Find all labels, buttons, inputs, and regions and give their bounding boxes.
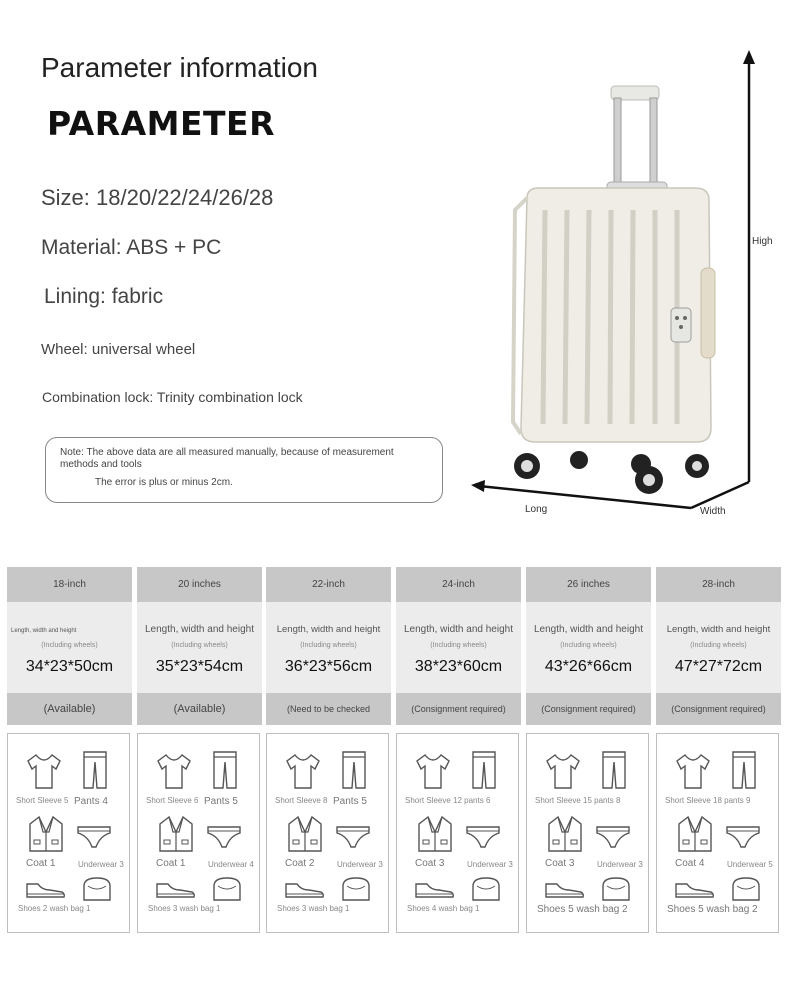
underwear-icon <box>595 824 631 855</box>
size-column-body <box>656 602 781 693</box>
coat-count: Coat 3 <box>415 858 445 869</box>
size-column <box>266 567 391 725</box>
coat-count: Coat 1 <box>26 858 56 869</box>
underwear-count: Underwear 4 <box>208 860 254 869</box>
wheels <box>514 451 709 494</box>
pants-count: Pants 5 <box>204 796 238 807</box>
dimension-value: 36*23*56cm <box>284 658 373 675</box>
including-wheels-note: (Including wheels) <box>430 642 487 649</box>
dimension-value: 34*23*50cm <box>25 658 114 675</box>
size-column <box>656 567 781 725</box>
size-column-body <box>137 602 262 693</box>
including-wheels-note: (Including wheels) <box>171 642 228 649</box>
shoes-wash-bag-count: Shoes 5 wash bag 2 <box>537 904 628 915</box>
handle-bar-left <box>614 98 621 190</box>
coat-count: Coat 2 <box>285 858 315 869</box>
capacity-box <box>656 733 779 933</box>
size-column <box>137 567 262 725</box>
pants-icon <box>599 750 629 795</box>
height-label: High <box>752 236 773 247</box>
availability-note: (Available) <box>7 693 132 725</box>
coat-icon <box>156 814 196 859</box>
shirt-icon <box>154 752 194 795</box>
coat-icon <box>415 814 455 859</box>
coat-count: Coat 1 <box>156 858 186 869</box>
size-column-body <box>7 602 132 693</box>
underwear-count: Underwear 5 <box>727 860 773 869</box>
capacity-box <box>7 733 130 933</box>
shoe-icon <box>673 878 715 905</box>
spec-lining: Lining: fabric <box>44 285 164 308</box>
pants-icon <box>210 750 240 795</box>
shirt-icon <box>283 752 323 795</box>
shoes-wash-bag-count: Shoes 3 wash bag 1 <box>277 904 350 913</box>
shoes-wash-bag-count: Shoes 3 wash bag 1 <box>148 904 221 913</box>
underwear-icon <box>725 824 761 855</box>
page-subtitle: PARAMETER <box>47 104 275 143</box>
dimension-label: Length, width and height <box>404 624 513 635</box>
dimension-label: Length, width and height <box>11 628 77 634</box>
pants-icon <box>469 750 499 795</box>
capacity-box <box>266 733 389 933</box>
including-wheels-note: (Including wheels) <box>41 642 98 649</box>
availability-note: (Consignment required) <box>526 693 651 725</box>
spec-wheel: Wheel: universal wheel <box>41 341 196 358</box>
dimension-label: Length, width and height <box>145 624 254 635</box>
availability-note: (Consignment required) <box>656 693 781 725</box>
size-column-header: 24-inch <box>396 567 521 602</box>
dimension-label: Length, width and height <box>666 624 771 635</box>
length-label: Long <box>525 504 548 515</box>
handle-bar-right <box>650 98 657 190</box>
coat-count: Coat 3 <box>545 858 575 869</box>
underwear-count: Underwear 3 <box>597 860 643 869</box>
size-column-header: 22-inch <box>266 567 391 602</box>
shirt-icon <box>673 752 713 795</box>
long-arrow-head <box>471 480 485 492</box>
capacity-box <box>526 733 649 933</box>
dimension-value: 35*23*54cm <box>155 658 244 675</box>
side-handle <box>701 268 715 358</box>
underwear-count: Underwear 3 <box>467 860 513 869</box>
availability-note: (Consignment required) <box>396 693 521 725</box>
suitcase-illustration <box>465 50 785 530</box>
short-sleeve-count: Short Sleeve 6 <box>146 796 199 805</box>
availability-note: (Available) <box>137 693 262 725</box>
pants-icon <box>80 750 110 795</box>
pants-icon <box>729 750 759 795</box>
coat-icon <box>26 814 66 859</box>
coat-icon <box>545 814 585 859</box>
underwear-icon <box>206 824 242 855</box>
spec-material: Material: ABS + PC <box>41 236 222 259</box>
short-sleeve-count: Short Sleeve 5 <box>16 796 69 805</box>
underwear-icon <box>76 824 112 855</box>
dimension-label: Length, width and height <box>276 624 381 635</box>
dimension-value: 43*26*66cm <box>544 658 633 675</box>
pants-count: Pants 5 <box>333 796 367 807</box>
size-column <box>526 567 651 725</box>
spec-size: Size: 18/20/22/24/26/28 <box>41 185 274 210</box>
short-sleeve-count: Short Sleeve 12 pants 6 <box>405 796 491 805</box>
including-wheels-note: (Including wheels) <box>690 642 747 649</box>
size-column-header: 26 inches <box>526 567 651 602</box>
capacity-box <box>137 733 260 933</box>
note-text: Note: The above data are all measured manually, because of measurement methods and tools <box>60 447 394 470</box>
dimension-value: 38*23*60cm <box>414 658 503 675</box>
dimension-label: Length, width and height <box>534 624 643 635</box>
size-column-header: 18-inch <box>7 567 132 602</box>
page-title: Parameter information <box>41 52 319 83</box>
size-column-header: 20 inches <box>137 567 262 602</box>
dimension-value: 47*27*72cm <box>674 658 763 675</box>
shirt-icon <box>24 752 64 795</box>
coat-count: Coat 4 <box>675 858 705 869</box>
pants-icon <box>339 750 369 795</box>
shirt-icon <box>543 752 583 795</box>
width-label: Width <box>700 506 726 517</box>
short-sleeve-count: Short Sleeve 18 pants 9 <box>665 796 751 805</box>
shoes-wash-bag-count: Shoes 2 wash bag 1 <box>18 904 91 913</box>
spec-lock: Combination lock: Trinity combination lock <box>42 389 303 405</box>
including-wheels-note: (Including wheels) <box>560 642 617 649</box>
underwear-count: Underwear 3 <box>337 860 383 869</box>
size-column-body <box>396 602 521 693</box>
shoes-wash-bag-count: Shoes 5 wash bag 2 <box>667 904 758 915</box>
shoe-icon <box>24 878 66 905</box>
shoe-icon <box>543 878 585 905</box>
short-sleeve-count: Short Sleeve 15 pants 8 <box>535 796 621 805</box>
shirt-icon <box>413 752 453 795</box>
size-column-body <box>266 602 391 693</box>
note-error-text: The error is plus or minus 2cm. <box>95 477 233 488</box>
shoes-wash-bag-count: Shoes 4 wash bag 1 <box>407 904 480 913</box>
underwear-icon <box>335 824 371 855</box>
including-wheels-note: (Including wheels) <box>300 642 357 649</box>
size-column <box>396 567 521 725</box>
size-column-body <box>526 602 651 693</box>
width-arrow-line <box>691 482 749 508</box>
underwear-count: Underwear 3 <box>78 860 124 869</box>
coat-icon <box>285 814 325 859</box>
coat-icon <box>675 814 715 859</box>
size-column-header: 28-inch <box>656 567 781 602</box>
capacity-box <box>396 733 519 933</box>
availability-note: (Need to be checked <box>266 693 391 725</box>
height-arrow-head <box>743 50 755 64</box>
shoe-icon <box>154 878 196 905</box>
shoe-icon <box>413 878 455 905</box>
pants-count: Pants 4 <box>74 796 108 807</box>
underwear-icon <box>465 824 501 855</box>
size-column <box>7 567 132 725</box>
shoe-icon <box>283 878 325 905</box>
short-sleeve-count: Short Sleeve 8 <box>275 796 328 805</box>
